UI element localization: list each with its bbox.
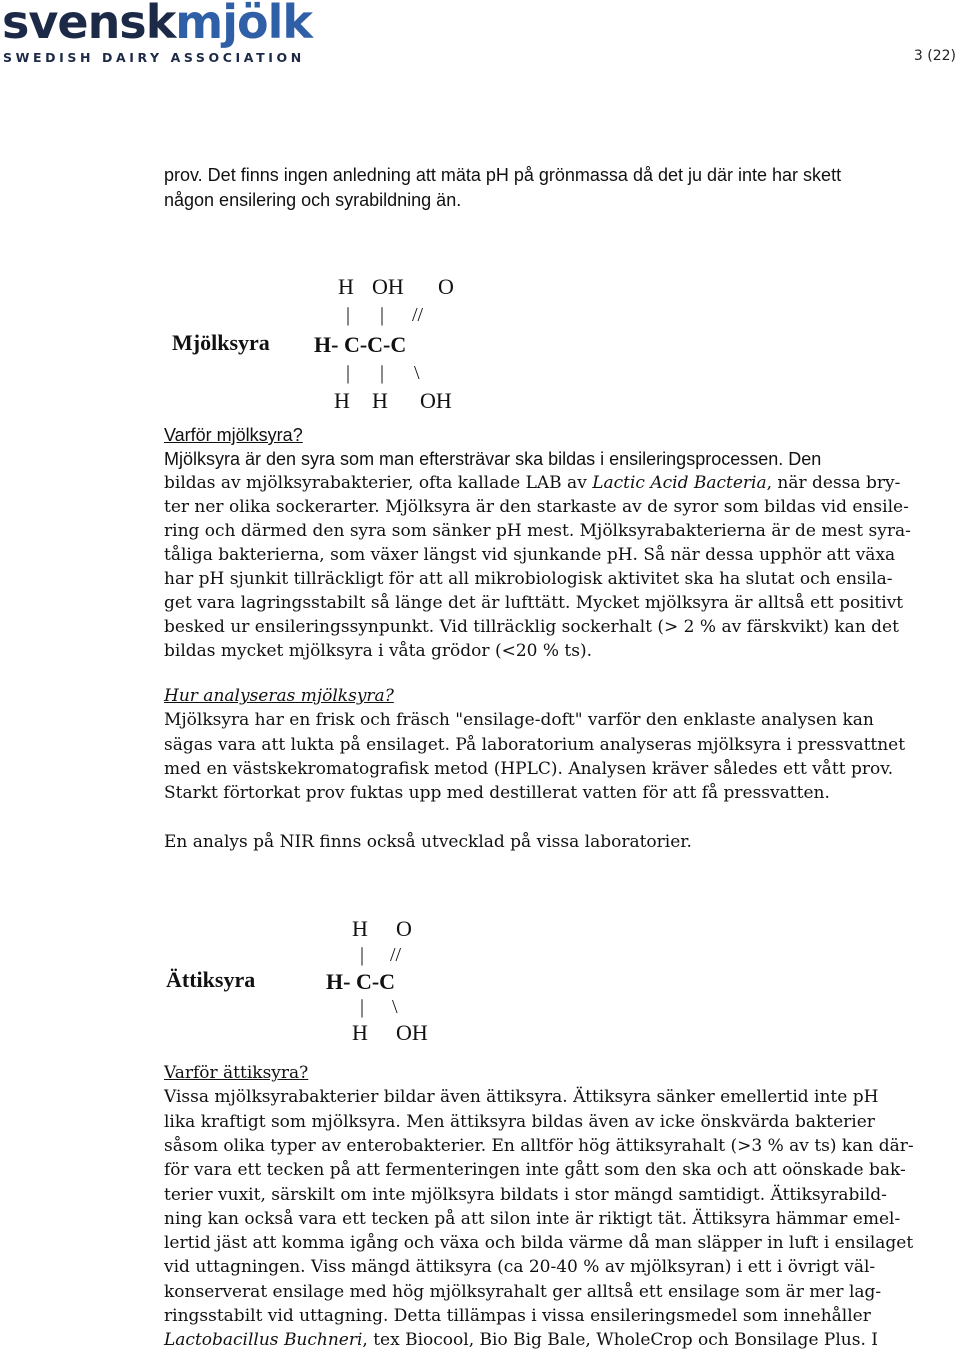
- heading-why-acetic: Varför ättiksyra?: [164, 1063, 309, 1083]
- intro-line-1: prov. Det finns ingen anledning att mäta pH på grönmassa då det ju där inte har skett: [164, 165, 842, 185]
- acetic-line-11-rest: , tex Biocool, Bio Big Bale, WholeCrop och Bonsilage Plus. I: [362, 1330, 878, 1350]
- acetic-line-10: ringsstabilt vid uttagning. Detta tillämpas i vissa ensileringsmedel som innehåller: [164, 1306, 871, 1326]
- bond-1: |: [346, 304, 351, 326]
- bond-5: \: [414, 362, 420, 384]
- lactic-line-7: get vara lagringsstabilt så länge det är lufttätt. Mycket mjölksyra är alltså ett positivt: [164, 593, 904, 613]
- logo-tagline: SWEDISH DAIRY ASSOCIATION: [3, 50, 305, 65]
- bond-3: \: [392, 996, 398, 1018]
- carbon-chain: H- C-C: [326, 969, 396, 994]
- atom-oh-top: OH: [372, 274, 404, 299]
- heading-why-lactic: Varför mjölksyra?: [164, 425, 303, 445]
- page-number: 3 (22): [913, 48, 956, 64]
- bond-3: |: [346, 362, 351, 384]
- atom-h-bottom: H: [352, 1020, 368, 1045]
- acetic-line-3: såsom olika typer av enterobakterier. En alltför hög ättiksyrahalt (>3 % av ts) kan där-: [164, 1136, 914, 1156]
- acetic-line-2: lika kraftigt som mjölksyra. Men ättiksyra bildas även av icke önskvärda bakterier: [164, 1112, 875, 1132]
- lactic-line-9: bildas mycket mjölksyra i våta grödor (<20 % ts).: [164, 641, 593, 661]
- analysis-line-3: med en västskekromatografisk metod (HPLC). Analysen kräver således ett vått prov.: [164, 759, 894, 779]
- acetic-line-11: [164, 1328, 878, 1352]
- lactic-line-2-post: , när dessa bry-: [766, 473, 901, 493]
- lactic-line-2: [164, 471, 900, 495]
- lactic-line-1: Mjölksyra är den syra som man eftersträvar ska bildas i ensileringsprocessen. Den: [164, 449, 822, 469]
- svenskmjolk-logo: [2, 0, 312, 48]
- atom-h-bottom-1: H: [334, 388, 350, 413]
- acetic-line-5: terier vuxit, särskilt om inte mjölksyra bildats i stor mängd samtidigt. Ättiksyrabild-: [164, 1185, 887, 1205]
- bond-double: //: [390, 944, 402, 966]
- intro-line-2: någon ensilering och syrabildning än.: [164, 190, 462, 210]
- logo-text-part2: mjölk: [175, 0, 312, 49]
- acetic-line-4: för vara ett tecken på att fermenteringen inte gått som den ska och att oönskade bak-: [164, 1160, 906, 1180]
- bond-1: |: [360, 944, 365, 966]
- acetic-line-7: lertid jäst att komma igång och växa och bilda värme då man släpper in luft i ensilaget: [164, 1233, 914, 1253]
- lactic-line-4: ring och därmed den syra som sänker pH mest. Mjölksyrabakterierna är de mest syra-: [164, 521, 911, 541]
- acetic-line-11-italic: Lactobacillus Buchneri: [164, 1330, 363, 1350]
- atom-h-top: H: [338, 274, 354, 299]
- bond-double: //: [412, 304, 424, 326]
- acetic-line-9: konserverat ensilage med hög mjölksyrahalt ger alltså ett ensilage som är mer lag-: [164, 1282, 882, 1302]
- analysis-nir-line: En analys på NIR finns också utvecklad på vissa laboratorier.: [164, 832, 692, 852]
- lactic-line-8: besked ur ensileringssynpunkt. Vid tillräcklig sockerhalt (> 2 % av färskvikt) kan det: [164, 617, 899, 637]
- lactic-line-3: ter ner olika sockerarter. Mjölksyra är den starkaste av de syror som bildas vid ensile-: [164, 497, 909, 517]
- acetic-line-6: ning kan också vara ett tecken på att silon inte är riktigt tät. Ättiksyra hämmar emel-: [164, 1209, 901, 1229]
- carbon-chain: H- C-C-C: [314, 332, 407, 357]
- lactic-structure-name: Mjölksyra: [172, 330, 270, 355]
- acetic-line-8: vid uttagningen. Viss mängd ättiksyra (ca 20-40 % av mjölksyran) i ett i övrigt väl-: [164, 1257, 876, 1277]
- acetic-line-1: Vissa mjölksyrabakterier bildar även ättiksyra. Ättiksyra sänker emellertid inte pH: [164, 1087, 879, 1107]
- atom-oh-bottom: OH: [396, 1020, 428, 1045]
- acetic-acid-structure: [160, 914, 440, 1049]
- atom-h-top: H: [352, 916, 368, 941]
- atom-o-top: O: [396, 916, 412, 941]
- lactic-line-2-pre: bildas av mjölksyrabakterier, ofta kallade LAB av: [164, 473, 593, 493]
- analysis-line-4: Starkt förtorkat prov fuktas upp med destillerat vatten för att få pressvatten.: [164, 783, 830, 803]
- bond-2: |: [360, 996, 365, 1018]
- lactic-line-6: har pH sjunkit tillräckligt för att all mikrobiologisk aktivitet ska ha slutat och ensila-: [164, 569, 893, 589]
- heading-how-analysed: Hur analyseras mjölksyra?: [164, 686, 394, 706]
- acetic-structure-name: Ättiksyra: [166, 967, 256, 992]
- bond-4: |: [380, 362, 385, 384]
- atom-h-bottom-2: H: [372, 388, 388, 413]
- analysis-line-1: Mjölksyra har en frisk och fräsch "ensilage-doft" varför den enklaste analysen kan: [164, 710, 874, 730]
- lactic-line-2-italic: Lactic Acid Bacteria: [592, 473, 767, 493]
- bond-2: |: [380, 304, 385, 326]
- lactic-line-5: tåliga bakterierna, som växer längst vid sjunkande pH. Så när dessa upphör att växa: [164, 545, 896, 565]
- atom-o-top: O: [438, 274, 454, 299]
- lactic-acid-structure: [160, 270, 480, 420]
- analysis-line-2: sägas vara att lukta på ensilaget. På laboratorium analyseras mjölksyra i pressvattnet: [164, 735, 906, 755]
- atom-oh-bottom: OH: [420, 388, 452, 413]
- logo-text-part1: svensk: [2, 0, 176, 49]
